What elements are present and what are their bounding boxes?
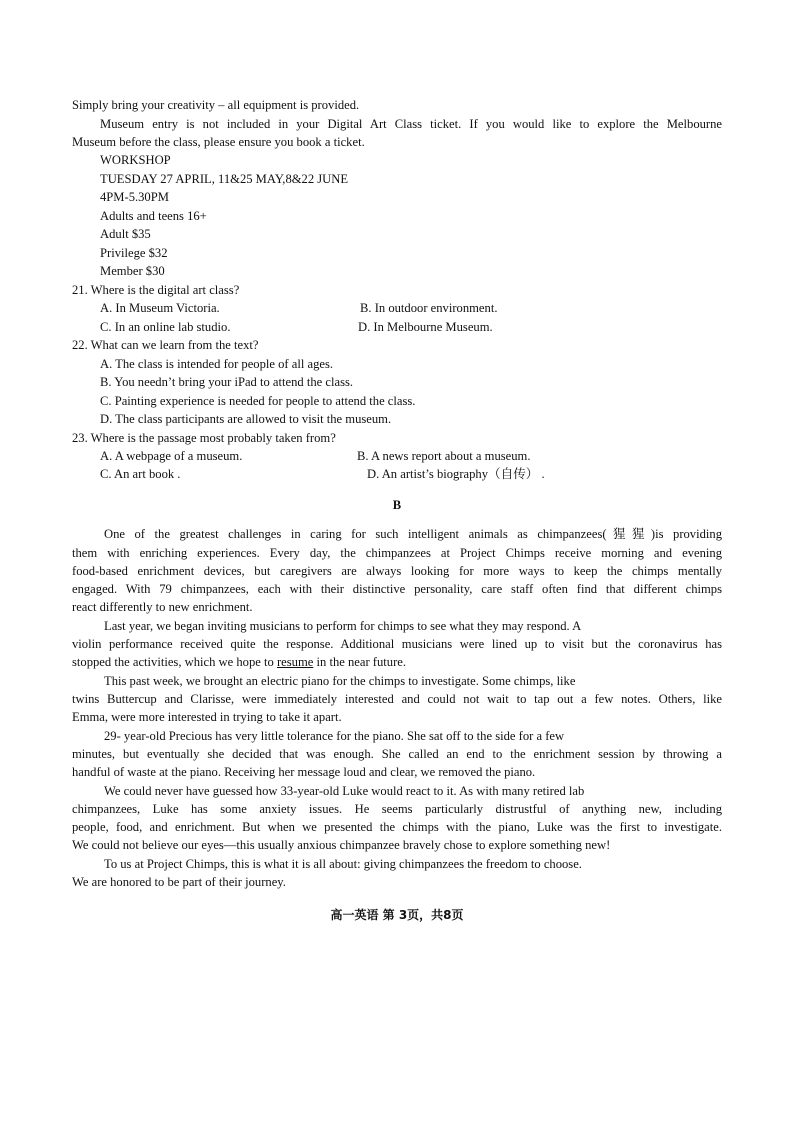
price-adult: Adult $35 <box>100 227 151 241</box>
question-stem: 21. Where is the digital art class? <box>72 283 240 297</box>
question-stem: 23. Where is the passage most probably taken from? <box>72 431 336 445</box>
question-stem: 22. What can we learn from the text? <box>72 338 259 352</box>
text-line: them with enriching experiences. Every day, the chimpanzees at Project Chimps receive morning and evening <box>72 546 722 560</box>
price-privilege: Privilege $32 <box>100 246 168 260</box>
text-line: people, food, and enrichment. But when we presented the chimps with the piano, Luke was the first to investigate. <box>72 820 722 834</box>
option-b: B. A news report about a museum. <box>357 449 531 463</box>
option-c: C. In an online lab studio. <box>100 320 231 334</box>
section-heading: B <box>392 498 402 512</box>
option-b: B. You needn’t bring your iPad to attend the class. <box>100 375 354 389</box>
text-line: Emma, were more interested in trying to take it apart. <box>72 710 342 724</box>
option-b: B. In outdoor environment. <box>360 301 498 315</box>
text-line: chimpanzees, Luke has some anxiety issues. He seems particularly distrustful of anything new, including <box>72 802 722 816</box>
text-line: Last year, we began inviting musicians to perform for chimps to see what they may respond. A <box>104 619 582 633</box>
workshop-audience: Adults and teens 16+ <box>100 209 207 223</box>
option-c: C. Painting experience is needed for people to attend the class. <box>100 394 416 408</box>
workshop-label: WORKSHOP <box>100 153 171 167</box>
text-segment: in the near future. <box>316 655 407 669</box>
option-d: D. The class participants are allowed to visit the museum. <box>100 412 392 426</box>
option-d: D. An artist’s biography（自传） . <box>367 467 545 481</box>
text-line: To us at Project Chimps, this is what it is all about: giving chimpanzees the freedom to choose. <box>104 857 582 871</box>
text-line: We could never have guessed how 33-year-old Luke would react to it. As with many retired lab <box>104 784 585 798</box>
text-segment: stopped the activities, which we hope to <box>72 655 274 669</box>
text-line: We could not believe our eyes—this usually anxious chimpanzee bravely chose to explore something new! <box>72 838 611 852</box>
text-line: 29- year-old Precious has very little tolerance for the piano. She sat off to the side for a few <box>104 729 565 743</box>
option-c: C. An art book . <box>100 467 181 481</box>
option-a: A. The class is intended for people of all ages. <box>100 357 334 371</box>
text-line: We are honored to be part of their journey. <box>72 875 286 889</box>
text-line <box>72 653 406 671</box>
option-a: A. A webpage of a museum. <box>100 449 243 463</box>
text-line: react differently to new enrichment. <box>72 600 253 614</box>
text-line: Museum entry is not included in your Digital Art Class ticket. If you would like to explore the Melbourne <box>100 117 722 131</box>
text-line: violin performance received quite the response. Additional musicians were lined up to visit but the coronavirus has <box>72 637 722 651</box>
price-member: Member $30 <box>100 264 165 278</box>
option-d: D. In Melbourne Museum. <box>358 320 493 334</box>
page-footer: 高一英语 第 3页，共8页 <box>330 908 464 922</box>
text-line: food-based enrichment devices, but caregivers are always looking for more ways to keep the chimps mentally <box>72 564 722 578</box>
text-line: This past week, we brought an electric piano for the chimps to investigate. Some chimps, like <box>104 674 576 688</box>
text-line: Museum before the class, please ensure you book a ticket. <box>72 135 365 149</box>
underlined-word: resume <box>276 655 314 669</box>
text-line: One of the greatest challenges in caring for such intelligent animals as chimpanzees(猩猩)is providing <box>104 527 722 541</box>
text-line: engaged. With 79 chimpanzees, each with their distinctive personality, care staff often find that different chimps <box>72 582 722 596</box>
workshop-time: 4PM-5.30PM <box>100 190 169 204</box>
text-line: minutes, but eventually she decided that was enough. She called an end to the enrichment session by throwing a <box>72 747 722 761</box>
text-line: twins Buttercup and Clarisse, were immediately interested and could not wait to tap out a few notes. Others, like <box>72 692 722 706</box>
text-line: handful of waste at the piano. Receiving her message loud and clear, we removed the piano. <box>72 765 536 779</box>
workshop-dates: TUESDAY 27 APRIL, 11&25 MAY,8&22 JUNE <box>100 172 349 186</box>
text-line: Simply bring your creativity – all equipment is provided. <box>72 98 360 112</box>
option-a: A. In Museum Victoria. <box>100 301 220 315</box>
